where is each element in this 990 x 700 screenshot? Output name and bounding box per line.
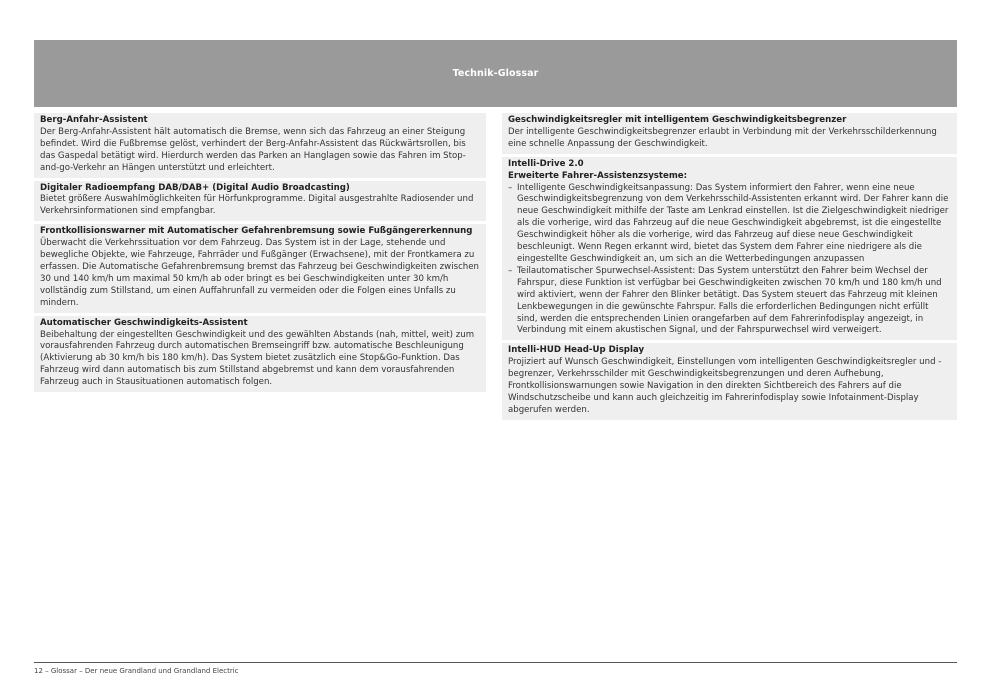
glossary-entry-geschwindigkeits-assistent [34,316,486,392]
glossary-entry-intelli-hud [502,343,957,419]
right-column [502,113,957,423]
footer-text: 12 – Glossar – Der neue Grandland und Grandland Electric [34,667,239,675]
list-item [508,266,951,337]
entry-body: Projiziert auf Wunsch Geschwindigkeit, Einstellungen vom intelligenten Geschwindigkeitsregler und -begrenzer, Verkehrsschilder mit Geschwindigkeitsbegrenzungen und deren Aufhebung, Frontkollisionswarnungen sowie Navigation in den direkten Sichtbereich des Fahrers auf die Windschutzscheibe und kann auch gleichzeitig im Fahrerinfodisplay sowie Infotainment-Display abgerufen werden. [508,357,942,415]
glossary-entry-geschwindigkeitsregler [502,113,957,154]
page-title: Technik-Glossar [452,68,539,79]
entry-title: Intelli-Drive 2.0 [508,158,584,169]
glossary-entry-berg-anfahr [34,113,486,178]
entry-title: Automatischer Geschwindigkeits-Assistent [40,317,248,328]
entry-body: Bietet größere Auswahlmöglichkeiten für Hörfunkprogramme. Digital ausgestrahlte Radiosender und Verkehrsinformationen sind empfangbar. [40,194,474,217]
entry-body: Der intelligente Geschwindigkeitsbegrenzer erlaubt in Verbindung mit der Verkehrsschilderkennung eine schnelle Anpassung der Geschwindigkeit. [508,126,937,149]
entry-title: Intelli-HUD Head-Up Display [508,345,645,356]
glossary-entry-intelli-drive [502,157,957,341]
list-item-text: Teilautomatischer Spurwechsel-Assistent: Das System unterstützt den Fahrer beim Wechsel der Fahrspur, diese Funktion ist verfügbar bei Geschwindigkeiten zwischen 70 km/h und 180 km/h und wird aktiviert, wenn der Fahrer den Blinker betätigt. Das System steuert das Fahrzeug mit kleinen Lenkbewegungen in die gewünschte Fahrspur. Falls die erforderlichen Bedingungen nicht erfüllt sind, werden die entsprechenden Linien orangefarben auf dem Fahrerinfodisplay angezeigt, in Verbindung mit einem akustischen Signal, und der Fahrspurwechsel wird verweigert. [517,265,942,336]
entry-title: Frontkollisionswarner mit Automatischer Gefahrenbremsung sowie Fußgängererkennung [40,226,473,237]
dash-bullet: – [508,182,513,193]
glossary-entry-dab [34,181,486,222]
left-column [34,113,486,395]
entry-body: Der Berg-Anfahr-Assistent hält automatisch die Bremse, wenn sich das Fahrzeug an einer Steigung befindet. Wird die Fußbremse gelöst, verhindert der Berg-Anfahr-Assistent das Rückwärtsrollen, bis das Gaspedal betätigt wird. Hierdurch werden das Parken an Hanglagen sowie das Fahren im Stop-and-go-Verkehr an Hängen unterstützt und erleichtert. [40,126,466,173]
list-item [508,183,951,266]
list-item-text: Intelligente Geschwindigkeitsanpassung: Das System informiert den Fahrer, wenn eine neue Geschwindigkeitsbegrenzung von dem Verkehrsschild-Assistenten erkannt wird. Der Fahrer kann die neue Geschwindigkeit mithilfe der Taste am Lenkrad einstellen. Ist die Zielgeschwindigkeit niedriger als die vorherige, wird das Fahrzeug auf die neue Geschwindigkeit abgebremst, ist die eingestellte Geschwindigkeit höher als die vorherige, wird das Fahrzeug auf diese neue Geschwindigkeit beschleunigt. Wenn Regen erkannt wird, bietet das System dem Fahrer eine niedrigere als die eingestellte Geschwindigkeit an, um sich an die Wetterbedingungen anzupassen [517,182,949,264]
entry-title: Digitaler Radioempfang DAB/DAB+ (Digital Audio Broadcasting) [40,182,350,193]
footer-divider [34,662,957,663]
dash-bullet: – [508,265,513,276]
entry-subtitle: Erweiterte Fahrer-Assistenzsysteme: [508,170,688,181]
entry-body: Überwacht die Verkehrssituation vor dem Fahrzeug. Das System ist in der Lage, stehende und bewegliche Objekte, wie Fahrzeuge, Fahrräder und Fußgänger (Erwachsene), mit der Frontkamera zu erfassen. Die Automatische Gefahrenbremsung bremst das Fahrzeug bei Geschwindigkeiten zwischen 30 und 140 km/h um maximal 50 km/h ab oder bringt es bei Geschwindigkeiten unter 30 km/h vollständig zum Stillstand, um einen Auffahrunfall zu vermeiden oder die Folgen eines Unfalls zu mindern. [40,238,479,308]
entry-title: Berg-Anfahr-Assistent [40,115,148,125]
glossary-entry-frontkollision [34,224,486,312]
entry-title: Geschwindigkeitsregler mit intelligentem Geschwindigkeitsbegrenzer [508,115,847,125]
entry-body: Beibehaltung der eingestellten Geschwindigkeit und des gewählten Abstands (nah, mittel, weit) zum vorausfahrenden Fahrzeug durch automatischen Bremseingriff bzw. automatische Beschleunigung (Aktivierung ab 30 km/h bis 180 km/h). Das System bietet zusätzlich eine Stop&Go-Funktion. Das Fahrzeug wird dann automatisch bis zum Stillstand abgebremst und kann dem vorausfahrenden Fahrzeug auch in Stausituationen automatisch folgen. [40,329,475,388]
header-banner [34,40,957,107]
